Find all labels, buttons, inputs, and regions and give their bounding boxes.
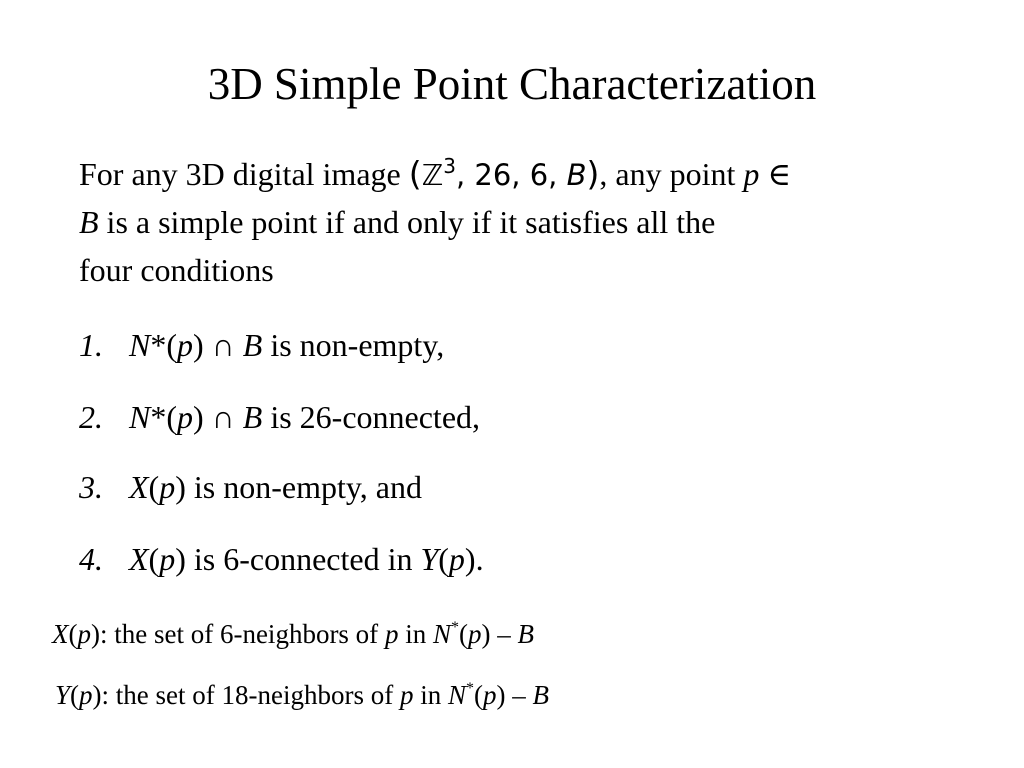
symbol-p: p: [79, 680, 93, 710]
tuple-values: , 26, 6,: [455, 158, 567, 192]
condition-number: 4.: [79, 541, 103, 577]
symbol-n: N: [432, 619, 451, 649]
condition-text: is non-empty,: [262, 327, 445, 363]
note-text: in: [413, 680, 448, 710]
slide-title: 3D Simple Point Characterization: [207, 59, 817, 109]
condition-text: ) is non-empty, and: [175, 469, 422, 505]
note-text: ): the set of 18-neighbors of: [92, 680, 400, 710]
note-text: ): the set of 6-neighbors of: [91, 619, 385, 649]
symbol-p: p: [399, 680, 414, 710]
condition-3: [79, 467, 422, 507]
symbol-p: p: [159, 469, 176, 505]
note-text: (: [474, 680, 483, 710]
definition-text: is a simple point if and only if it satisfies all the: [98, 204, 716, 240]
point-p: p: [743, 156, 760, 192]
condition-text: is 26-connected,: [262, 399, 481, 435]
symbol-y: Y: [420, 541, 439, 577]
symbol-y: Y: [55, 680, 71, 710]
footnote-y-definition: [55, 677, 549, 713]
definition-line-3: four conditions: [79, 252, 274, 288]
note-text: ) –: [481, 619, 518, 649]
condition-1: [79, 325, 444, 365]
condition-text: (: [438, 541, 449, 577]
symbol-p: p: [177, 327, 193, 363]
definition-paragraph: [79, 150, 949, 294]
symbol-p: p: [77, 619, 91, 649]
symbol-p: p: [384, 619, 399, 649]
footnote-x-definition: [52, 616, 534, 652]
condition-text: ) ∩: [193, 327, 243, 363]
symbol-x: X: [129, 541, 149, 577]
note-text: (: [458, 619, 468, 649]
symbol-b: B: [517, 619, 534, 649]
symbol-p: p: [467, 619, 482, 649]
note-text: in: [398, 619, 433, 649]
symbol-x: X: [129, 469, 149, 505]
condition-text: ) is 6-connected in: [175, 541, 421, 577]
tuple-set-b: B: [566, 158, 587, 192]
star-superscript: *: [450, 619, 459, 636]
symbol-p: p: [483, 680, 497, 710]
symbol-n: N: [129, 327, 151, 363]
star-superscript: *: [466, 680, 474, 697]
condition-text: (: [148, 469, 160, 505]
condition-number: 2.: [79, 399, 103, 435]
definition-line-1: [79, 150, 949, 198]
condition-2: [79, 397, 480, 437]
symbol-b: B: [532, 680, 549, 710]
condition-4: [79, 539, 484, 579]
image-tuple: [408, 154, 600, 193]
note-text: (: [70, 680, 80, 710]
note-text: ) –: [496, 680, 533, 710]
symbol-p: p: [159, 541, 176, 577]
condition-number: 3.: [79, 469, 103, 505]
definition-text: , any point: [599, 156, 744, 192]
definition-text: For any 3D digital image: [79, 156, 409, 192]
note-text: (: [68, 619, 78, 649]
set-b: B: [79, 204, 99, 240]
symbol-p: p: [177, 399, 193, 435]
condition-text: *(: [150, 327, 177, 363]
tuple-close-paren: ): [586, 154, 600, 193]
integer-set-symbol: ℤ: [421, 158, 444, 192]
definition-line-2: [79, 198, 949, 246]
dimension-exponent: 3: [443, 154, 456, 178]
symbol-b: B: [242, 399, 263, 435]
symbol-x: X: [52, 619, 69, 649]
tuple-open-paren: (: [408, 154, 422, 193]
condition-text: (: [148, 541, 160, 577]
symbol-p: p: [448, 541, 465, 577]
condition-text: ).: [464, 541, 484, 577]
condition-text: ) ∩: [193, 399, 243, 435]
symbol-b: B: [242, 327, 263, 363]
symbol-n: N: [447, 680, 466, 710]
condition-text: *(: [150, 399, 177, 435]
condition-number: 1.: [79, 327, 103, 363]
symbol-n: N: [129, 399, 151, 435]
element-of-symbol: ∈: [759, 156, 792, 192]
